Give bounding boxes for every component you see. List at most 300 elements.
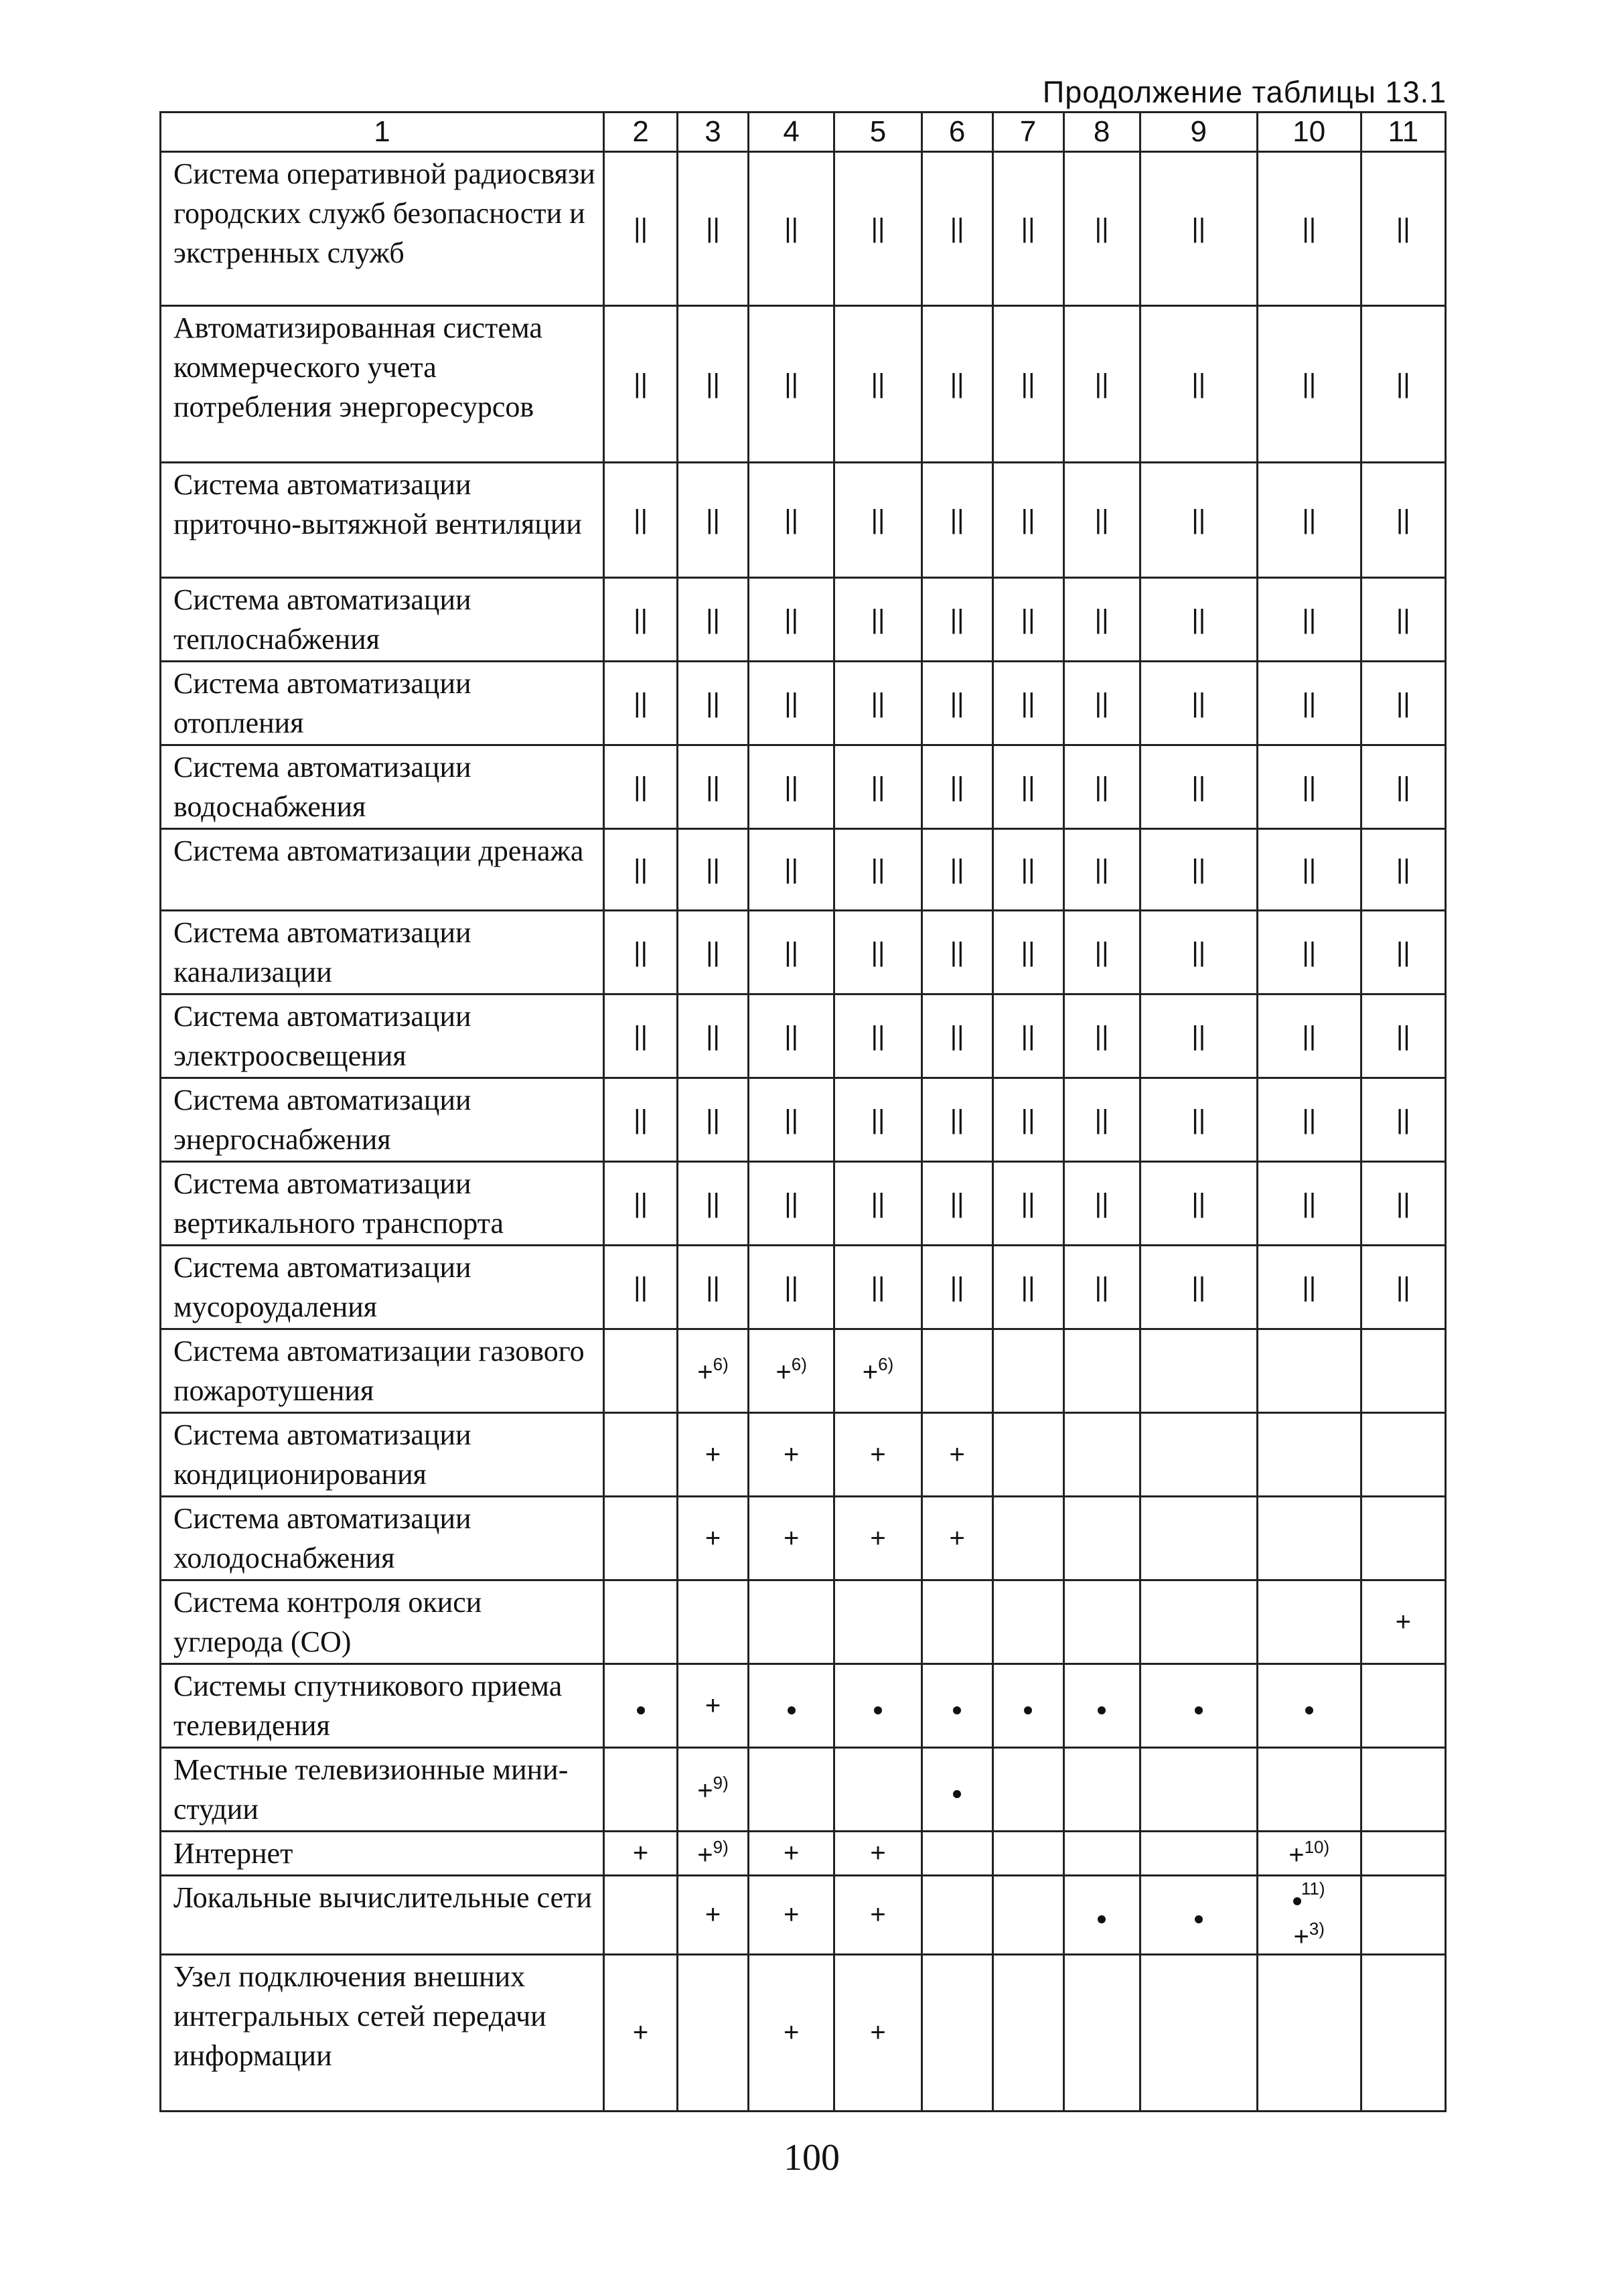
- cell-mark: [1095, 605, 1109, 634]
- value-cell-col-11: [1361, 1246, 1445, 1329]
- system-name-cell: Система автоматизации дренажа: [161, 829, 604, 911]
- cell-mark: [1302, 855, 1316, 884]
- value-cell-col-2: [604, 1497, 678, 1580]
- plus-mark: +: [705, 1690, 721, 1720]
- value-cell-col-8: [1063, 1162, 1140, 1246]
- value-cell-col-3: [678, 463, 749, 578]
- cell-mark: [1302, 214, 1316, 243]
- value-cell-col-8: [1063, 662, 1140, 745]
- column-header: 4: [748, 113, 834, 152]
- value-cell-col-2: [604, 829, 678, 911]
- plus-mark: +: [776, 1357, 792, 1387]
- system-name-cell: Система автоматизации мусороудаления: [161, 1246, 604, 1329]
- cell-mark: [950, 855, 964, 884]
- value-cell-col-10: [1257, 1329, 1361, 1413]
- cell-mark: [1191, 1021, 1205, 1051]
- parallel-mark: ||: [1302, 688, 1317, 718]
- value-cell-col-8: [1063, 745, 1140, 829]
- cell-mark: [871, 772, 885, 802]
- footnote-ref: 11): [1301, 1878, 1325, 1899]
- system-name-cell: Система оперативной радиосвязи городских служб безопасности и экстренных служб: [161, 152, 604, 306]
- cell-mark: [634, 505, 648, 534]
- parallel-mark: ||: [950, 505, 964, 534]
- cell-mark: [633, 2018, 648, 2047]
- parallel-mark: ||: [1094, 937, 1109, 967]
- value-cell-col-11: [1361, 745, 1445, 829]
- value-cell-col-8: [1063, 829, 1140, 911]
- cell-mark: [1095, 938, 1109, 967]
- parallel-mark: ||: [1094, 214, 1109, 243]
- value-cell-col-10: [1257, 994, 1361, 1078]
- value-cell-col-9: [1140, 829, 1257, 911]
- cell-mark: [870, 1838, 885, 1868]
- value-cell-col-5: [834, 1162, 921, 1246]
- table-row: [161, 1664, 1446, 1748]
- cell-mark: [1095, 214, 1109, 243]
- value-cell-col-3: [678, 1580, 749, 1664]
- cell-mark: [705, 1900, 721, 1929]
- column-header: 7: [992, 113, 1063, 152]
- cell-mark: [1191, 1272, 1205, 1302]
- value-cell-col-4: [748, 1413, 834, 1497]
- value-cell-col-8: [1063, 1832, 1140, 1876]
- value-cell-col-10: [1257, 745, 1361, 829]
- parallel-mark: ||: [950, 369, 964, 398]
- value-cell-col-4: [748, 1246, 834, 1329]
- cell-mark: [706, 1189, 720, 1218]
- value-cell-col-4: [748, 1832, 834, 1876]
- table-row: [161, 829, 1446, 911]
- value-cell-col-2: [604, 994, 678, 1078]
- value-cell-col-8: [1063, 578, 1140, 662]
- value-cell-col-7: [992, 1497, 1063, 1580]
- bullet-icon: [1024, 1706, 1032, 1714]
- value-cell-col-4: [748, 745, 834, 829]
- cell-mark: [1396, 1607, 1411, 1637]
- parallel-mark: ||: [950, 214, 964, 243]
- parallel-mark: ||: [1396, 1188, 1410, 1218]
- cell-mark: [634, 1021, 648, 1051]
- parallel-mark: ||: [1094, 1021, 1109, 1051]
- parallel-mark: ||: [706, 688, 720, 718]
- parallel-mark: ||: [1302, 604, 1317, 634]
- parallel-mark: ||: [871, 937, 885, 967]
- value-cell-col-5: [834, 1748, 921, 1832]
- value-cell-col-2: [604, 578, 678, 662]
- cell-mark: [862, 1354, 894, 1387]
- cell-mark: [949, 1524, 964, 1553]
- parallel-mark: ||: [784, 1188, 799, 1218]
- value-cell-col-10: [1257, 1078, 1361, 1162]
- bullet-icon: [788, 1706, 796, 1714]
- table-caption: Продолжение таблицы 13.1: [1042, 75, 1447, 109]
- value-cell-col-2: [604, 1078, 678, 1162]
- cell-mark: [706, 1105, 720, 1134]
- bullet-icon: [1305, 1706, 1313, 1714]
- value-cell-col-3: [678, 1832, 749, 1876]
- parallel-mark: ||: [1191, 688, 1206, 718]
- cell-mark: [634, 688, 648, 718]
- cell-mark-bullet: [1098, 1900, 1106, 1929]
- parallel-mark: ||: [1302, 214, 1317, 243]
- cell-mark: [634, 214, 648, 243]
- table-row: [161, 1078, 1446, 1162]
- parallel-mark: ||: [634, 771, 648, 802]
- value-cell-col-5: [834, 306, 921, 463]
- system-name-cell: Местные телевизионные мини-студии: [161, 1748, 604, 1832]
- cell-mark: [634, 1105, 648, 1134]
- value-cell-col-4: [748, 662, 834, 745]
- cell-mark: [870, 2018, 885, 2047]
- parallel-mark: ||: [634, 1104, 648, 1134]
- cell-mark: [784, 369, 798, 398]
- parallel-mark: ||: [784, 604, 799, 634]
- cell-mark: [1302, 369, 1316, 398]
- cell-mark: [871, 938, 885, 967]
- parallel-mark: ||: [1302, 1021, 1317, 1051]
- parallel-mark: ||: [1021, 771, 1035, 802]
- value-cell-col-5: [834, 994, 921, 1078]
- value-cell-col-8: [1063, 911, 1140, 994]
- cell-mark: [1396, 369, 1410, 398]
- parallel-mark: ||: [1094, 604, 1109, 634]
- parallel-mark: ||: [871, 604, 885, 634]
- bullet-icon: [1195, 1915, 1203, 1923]
- plus-mark: +: [783, 1439, 800, 1469]
- value-cell-col-10: [1257, 1497, 1361, 1580]
- plus-mark: +: [870, 1523, 886, 1553]
- value-cell-col-11: [1361, 829, 1445, 911]
- parallel-mark: ||: [871, 369, 885, 398]
- value-cell-col-3: [678, 829, 749, 911]
- value-cell-col-5: [834, 1329, 921, 1413]
- value-cell-col-7: [992, 1078, 1063, 1162]
- plus-mark: +: [949, 1439, 965, 1469]
- value-cell-col-7: [992, 1580, 1063, 1664]
- parallel-mark: ||: [950, 771, 964, 802]
- cell-mark: [1302, 938, 1316, 967]
- value-cell-col-5: [834, 1078, 921, 1162]
- parallel-mark: ||: [634, 505, 648, 534]
- parallel-mark: ||: [1396, 688, 1410, 718]
- value-cell-col-6: [921, 1246, 992, 1329]
- value-cell-col-6: [921, 578, 992, 662]
- parallel-mark: ||: [1191, 771, 1206, 802]
- cell-mark: [1302, 772, 1316, 802]
- cell-mark: [1396, 1272, 1410, 1302]
- cell-mark: [1191, 772, 1205, 802]
- parallel-mark: ||: [706, 1104, 720, 1134]
- cell-mark: [634, 369, 648, 398]
- value-cell-col-7: [992, 1876, 1063, 1955]
- parallel-mark: ||: [1302, 1104, 1317, 1134]
- value-cell-col-6: [921, 1162, 992, 1246]
- value-cell-col-4: [748, 306, 834, 463]
- column-header: 1: [161, 113, 604, 152]
- value-cell-col-5: [834, 1246, 921, 1329]
- cell-mark: [1302, 1105, 1316, 1134]
- parallel-mark: ||: [1302, 1272, 1317, 1302]
- cell-mark: [784, 1838, 799, 1868]
- table-row: [161, 1329, 1446, 1413]
- cell-mark: [706, 605, 720, 634]
- cell-mark: [1021, 1105, 1035, 1134]
- cell-mark: [1021, 1021, 1035, 1051]
- value-cell-col-11: [1361, 152, 1445, 306]
- cell-mark: [1095, 772, 1109, 802]
- parallel-mark: ||: [1021, 688, 1035, 718]
- value-cell-col-8: [1063, 1955, 1140, 2112]
- value-cell-col-4: [748, 463, 834, 578]
- cell-mark: [950, 605, 964, 634]
- plus-mark: +: [697, 1776, 713, 1805]
- parallel-mark: ||: [1094, 1104, 1109, 1134]
- value-cell-col-7: [992, 578, 1063, 662]
- parallel-mark: ||: [950, 688, 964, 718]
- footnote-ref: 6): [791, 1354, 807, 1374]
- cell-mark: [1021, 605, 1035, 634]
- cell-mark: [1021, 369, 1035, 398]
- value-cell-col-3: [678, 662, 749, 745]
- system-name-cell: Система автоматизации электроосвещения: [161, 994, 604, 1078]
- value-cell-col-7: [992, 662, 1063, 745]
- parallel-mark: ||: [1302, 505, 1317, 534]
- parallel-mark: ||: [1396, 1021, 1410, 1051]
- value-cell-col-11: [1361, 463, 1445, 578]
- parallel-mark: ||: [950, 1021, 964, 1051]
- parallel-mark: ||: [1191, 1188, 1206, 1218]
- parallel-mark: ||: [1191, 214, 1206, 243]
- table-row: [161, 152, 1446, 306]
- value-cell-col-5: [834, 829, 921, 911]
- column-header: 5: [834, 113, 921, 152]
- cell-mark: [706, 855, 720, 884]
- parallel-mark: ||: [1396, 937, 1410, 967]
- cell-mark-bullet: [788, 1691, 796, 1720]
- bullet-icon: [637, 1706, 645, 1714]
- parallel-mark: ||: [706, 505, 720, 534]
- cell-mark-bullet: [953, 1775, 961, 1804]
- value-cell-col-4: [748, 994, 834, 1078]
- cell-mark-bullet: [1195, 1900, 1203, 1929]
- value-cell-col-4: [748, 1955, 834, 2112]
- value-cell-col-10: [1257, 1162, 1361, 1246]
- parallel-mark: ||: [871, 1021, 885, 1051]
- parallel-mark: ||: [706, 1021, 720, 1051]
- value-cell-col-2: [604, 911, 678, 994]
- cell-mark: [697, 1773, 729, 1805]
- value-cell-col-2: [604, 1955, 678, 2112]
- cell-mark: [1191, 1189, 1205, 1218]
- cell-mark: [1396, 505, 1410, 534]
- value-cell-col-8: [1063, 1497, 1140, 1580]
- value-cell-col-11: [1361, 1580, 1445, 1664]
- value-cell-col-5: [834, 1580, 921, 1664]
- parallel-mark: ||: [1191, 505, 1206, 534]
- value-cell-col-11: [1361, 1664, 1445, 1748]
- cell-mark: [871, 605, 885, 634]
- value-cell-col-2: [604, 1748, 678, 1832]
- value-cell-col-10: [1257, 1413, 1361, 1497]
- table-row: [161, 1876, 1446, 1955]
- parallel-mark: ||: [871, 1188, 885, 1218]
- cell-mark: [1021, 1272, 1035, 1302]
- value-cell-col-5: [834, 1955, 921, 2112]
- system-name-cell: Система автоматизации кондиционирования: [161, 1413, 604, 1497]
- parallel-mark: ||: [784, 369, 799, 398]
- cell-mark: [784, 1900, 799, 1929]
- parallel-mark: ||: [1302, 1188, 1317, 1218]
- value-cell-col-5: [834, 1832, 921, 1876]
- value-cell-col-9: [1140, 306, 1257, 463]
- system-name-cell: Система контроля окиси углерода (СО): [161, 1580, 604, 1664]
- value-cell-col-9: [1140, 1580, 1257, 1664]
- cell-mark: [784, 214, 798, 243]
- value-cell-col-2: [604, 306, 678, 463]
- parallel-mark: ||: [706, 1188, 720, 1218]
- value-cell-col-2: [604, 1413, 678, 1497]
- value-cell-col-7: [992, 911, 1063, 994]
- value-cell-col-4: [748, 1876, 834, 1955]
- system-name-cell: Система автоматизации отопления: [161, 662, 604, 745]
- value-cell-col-6: [921, 1580, 992, 1664]
- value-cell-col-4: [748, 152, 834, 306]
- value-cell-col-6: [921, 911, 992, 994]
- system-name-cell: Система автоматизации водоснабжения: [161, 745, 604, 829]
- value-cell-col-2: [604, 745, 678, 829]
- value-cell-col-4: [748, 829, 834, 911]
- value-cell-col-2: [604, 1246, 678, 1329]
- parallel-mark: ||: [871, 771, 885, 802]
- value-cell-col-9: [1140, 1748, 1257, 1832]
- value-cell-col-10: [1257, 829, 1361, 911]
- value-cell-col-10: [1257, 152, 1361, 306]
- value-cell-col-3: [678, 1748, 749, 1832]
- cell-mark: [1302, 1021, 1316, 1051]
- value-cell-col-5: [834, 1497, 921, 1580]
- cell-mark: [1396, 772, 1410, 802]
- value-cell-col-6: [921, 1413, 992, 1497]
- parallel-mark: ||: [1094, 855, 1109, 884]
- value-cell-col-6: [921, 463, 992, 578]
- parallel-mark: ||: [634, 1188, 648, 1218]
- cell-mark: [784, 938, 798, 967]
- plus-mark: +: [1288, 1840, 1305, 1870]
- value-cell-col-9: [1140, 1876, 1257, 1955]
- cell-mark-bullet: [874, 1691, 882, 1720]
- value-cell-col-3: [678, 911, 749, 994]
- cell-mark: [1191, 214, 1205, 243]
- cell-mark: [1191, 1105, 1205, 1134]
- cell-mark: [1191, 605, 1205, 634]
- parallel-mark: ||: [871, 855, 885, 884]
- system-name-cell: Локальные вычислительные сети: [161, 1876, 604, 1955]
- column-header: 10: [1257, 113, 1361, 152]
- parallel-mark: ||: [1021, 604, 1035, 634]
- cell-mark: [634, 938, 648, 967]
- value-cell-col-9: [1140, 1832, 1257, 1876]
- cell-mark: [950, 772, 964, 802]
- parallel-mark: ||: [706, 369, 720, 398]
- footnote-ref: 6): [878, 1354, 894, 1374]
- value-cell-col-3: [678, 1413, 749, 1497]
- value-cell-col-4: [748, 1497, 834, 1580]
- plus-mark: +: [705, 1900, 721, 1929]
- value-cell-col-4: [748, 1162, 834, 1246]
- value-cell-col-8: [1063, 1876, 1140, 1955]
- cell-mark: [871, 855, 885, 884]
- value-cell-col-8: [1063, 152, 1140, 306]
- parallel-mark: ||: [1396, 1272, 1410, 1302]
- value-cell-col-7: [992, 829, 1063, 911]
- cell-mark: [871, 1272, 885, 1302]
- cell-mark: [705, 1691, 721, 1720]
- footnote-ref: 9): [713, 1836, 729, 1857]
- parallel-mark: ||: [1396, 1104, 1410, 1134]
- bullet-icon: [1293, 1897, 1301, 1905]
- column-header: 9: [1140, 113, 1257, 152]
- value-cell-col-3: [678, 1955, 749, 2112]
- table-row: [161, 1497, 1446, 1580]
- cell-mark: [1095, 1189, 1109, 1218]
- cell-mark: [1021, 855, 1035, 884]
- cell-mark: [706, 938, 720, 967]
- value-cell-col-9: [1140, 911, 1257, 994]
- value-cell-col-11: [1361, 1497, 1445, 1580]
- parallel-mark: ||: [1021, 1272, 1035, 1302]
- value-cell-col-2: [604, 1580, 678, 1664]
- value-cell-col-3: [678, 1078, 749, 1162]
- value-cell-col-5: [834, 1876, 921, 1955]
- value-cell-col-2: [604, 1664, 678, 1748]
- cell-mark: [706, 214, 720, 243]
- value-cell-col-11: [1361, 306, 1445, 463]
- value-cell-col-3: [678, 578, 749, 662]
- cell-mark: [706, 688, 720, 718]
- system-name-cell: Узел подключения внешних интегральных сетей передачи информации: [161, 1955, 604, 2112]
- parallel-mark: ||: [634, 1272, 648, 1302]
- cell-mark: [950, 688, 964, 718]
- cell-mark: [1021, 505, 1035, 534]
- cell-mark: [950, 1189, 964, 1218]
- cell-mark: [1095, 688, 1109, 718]
- parallel-mark: ||: [871, 1272, 885, 1302]
- value-cell-col-10: [1257, 1748, 1361, 1832]
- cell-mark: [784, 1272, 798, 1302]
- column-header: 2: [604, 113, 678, 152]
- parallel-mark: ||: [950, 855, 964, 884]
- cell-mark: [784, 505, 798, 534]
- value-cell-col-5: [834, 662, 921, 745]
- cell-mark-bullet: [1098, 1691, 1106, 1720]
- value-cell-col-9: [1140, 1246, 1257, 1329]
- cell-mark: [1095, 505, 1109, 534]
- value-cell-col-5: [834, 578, 921, 662]
- value-cell-col-9: [1140, 463, 1257, 578]
- table-row: [161, 1162, 1446, 1246]
- parallel-mark: ||: [1191, 937, 1206, 967]
- cell-mark: [784, 688, 798, 718]
- value-cell-col-7: [992, 1955, 1063, 2112]
- cell-mark-bullet: [1305, 1691, 1313, 1720]
- value-cell-col-9: [1140, 578, 1257, 662]
- cell-mark: [706, 505, 720, 534]
- value-cell-col-3: [678, 1162, 749, 1246]
- value-cell-col-4: [748, 578, 834, 662]
- plus-mark: +: [705, 1523, 721, 1553]
- table-body: [161, 152, 1446, 2112]
- parallel-mark: ||: [1021, 505, 1035, 534]
